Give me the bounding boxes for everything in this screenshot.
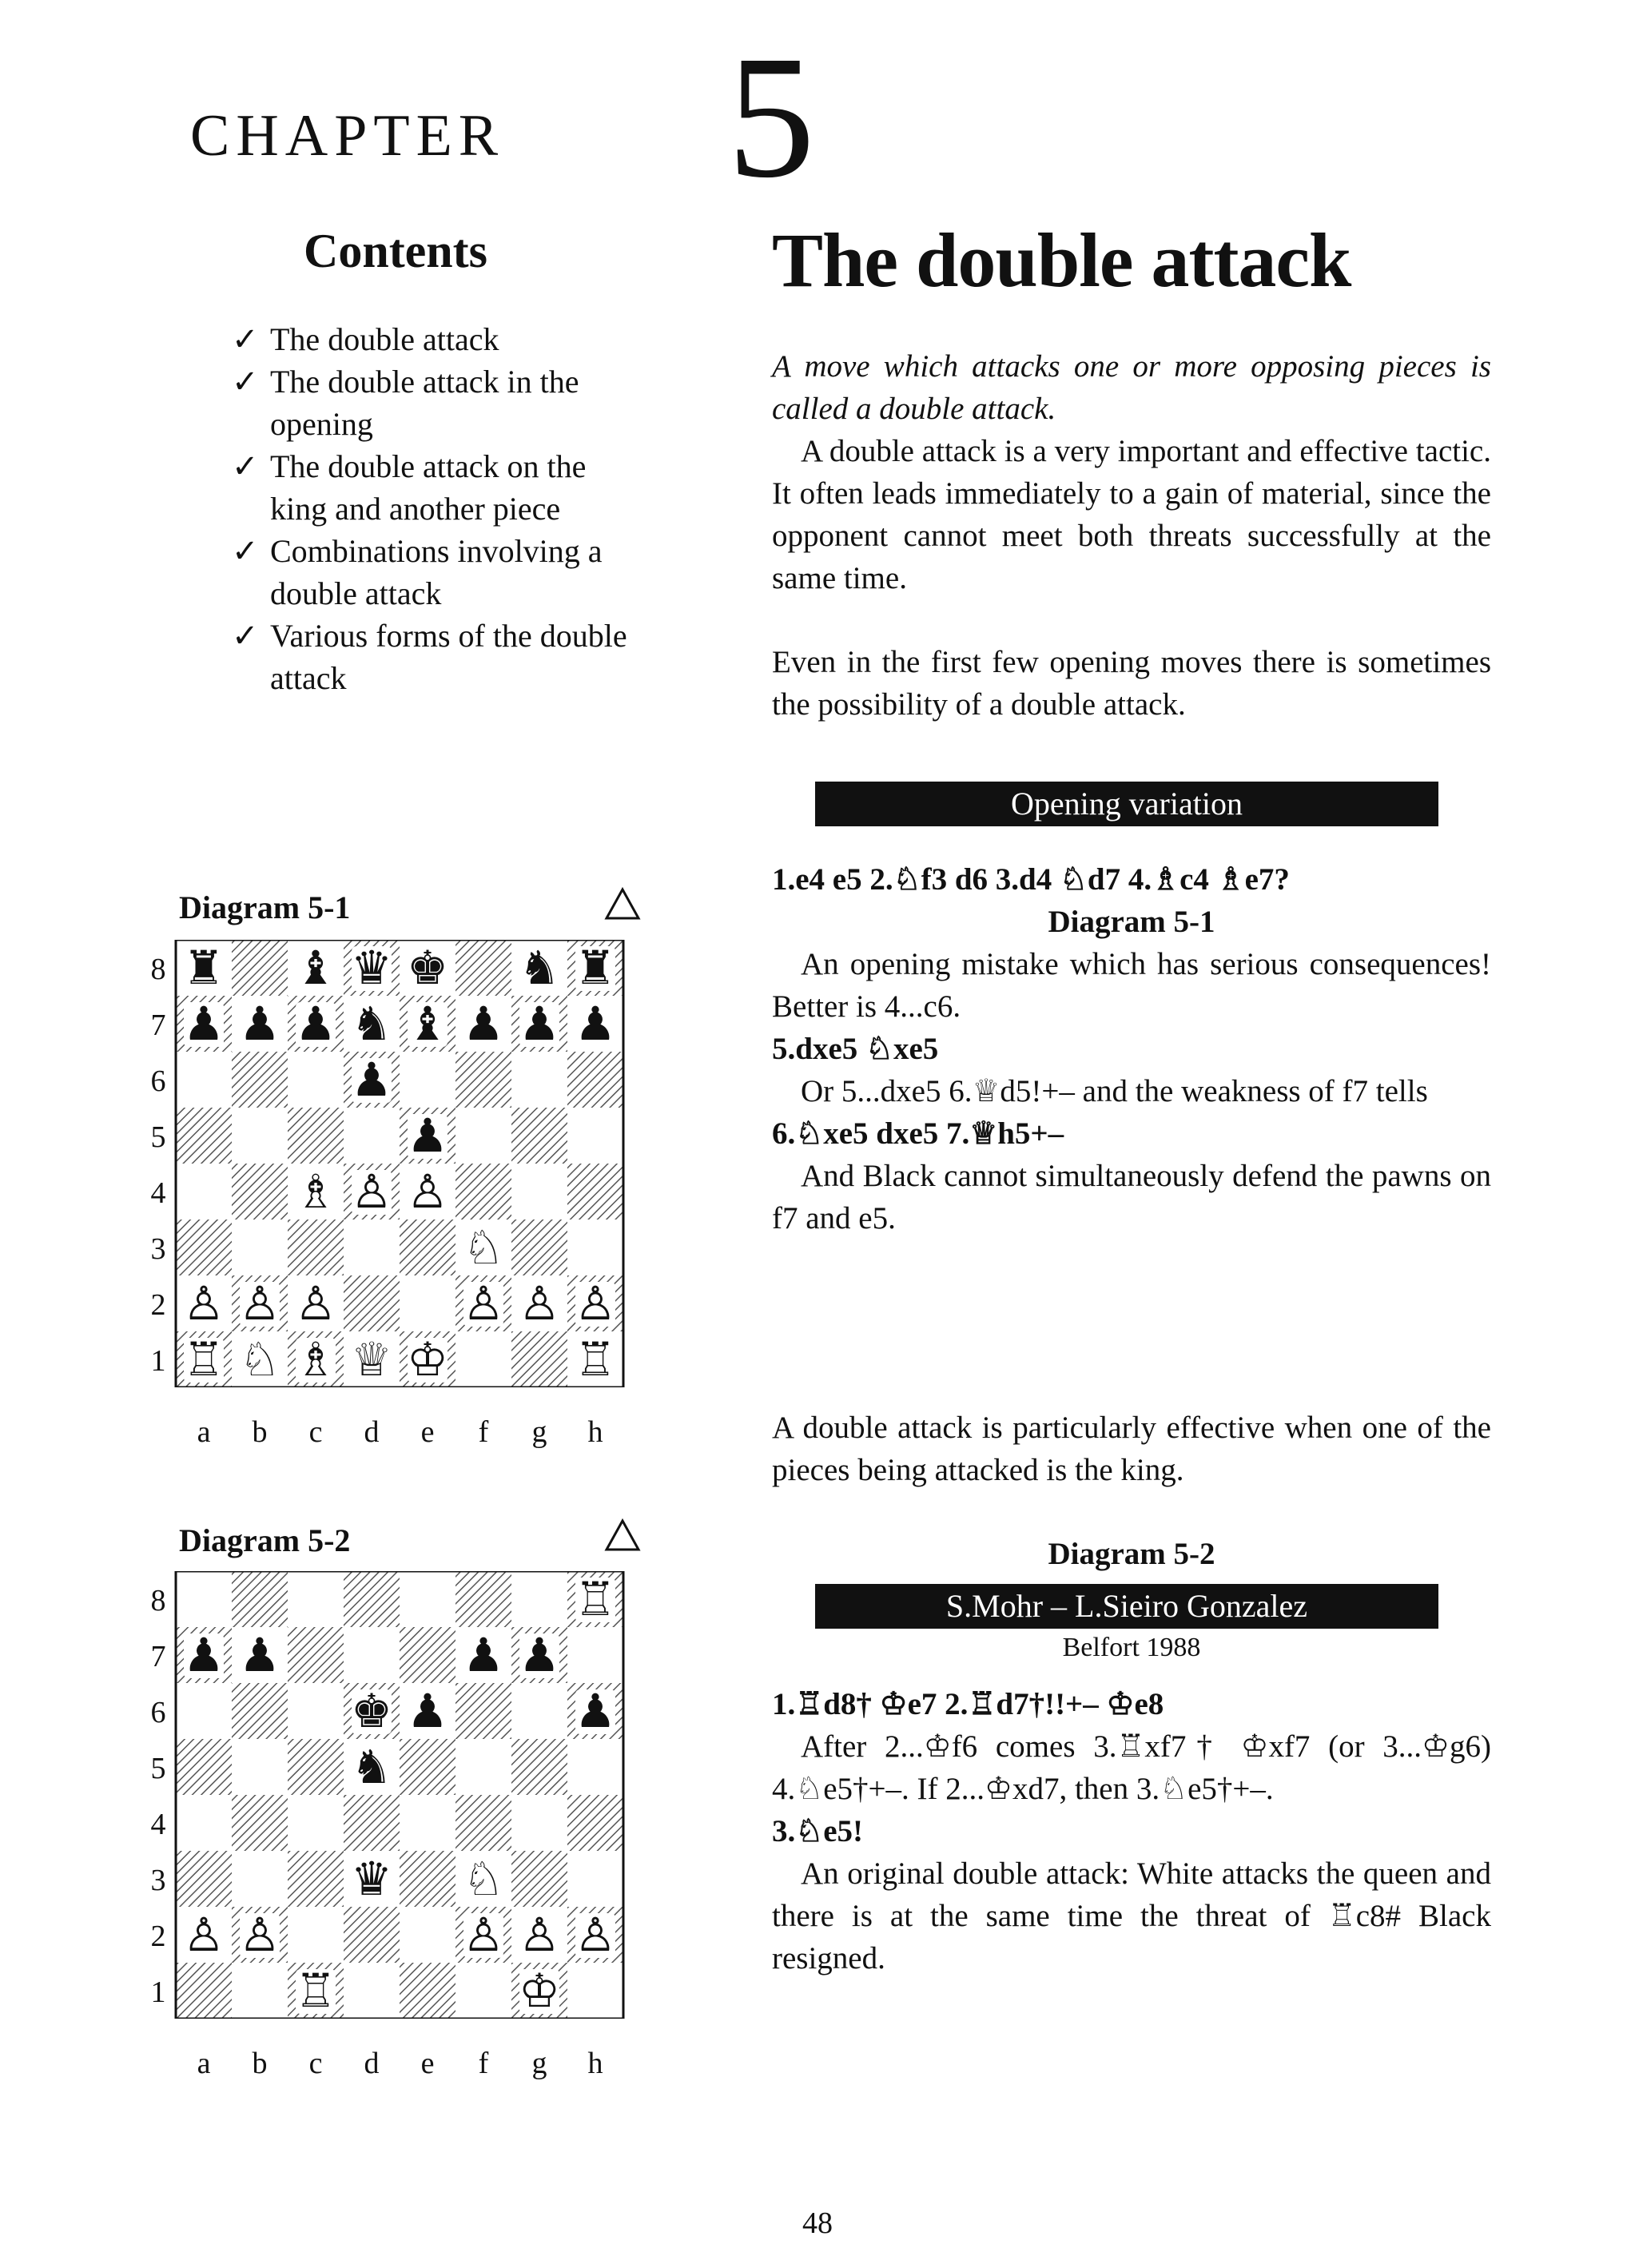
dark-square bbox=[176, 1220, 232, 1275]
file-label: c bbox=[308, 1415, 323, 1449]
check-icon: ✓ bbox=[232, 618, 259, 654]
light-square bbox=[344, 1108, 400, 1164]
dark-square bbox=[232, 940, 288, 996]
light-square bbox=[232, 1851, 288, 1907]
white-pawn-piece: ♙ bbox=[575, 1908, 616, 1962]
dark-square bbox=[455, 1683, 511, 1739]
dark-square bbox=[567, 1795, 623, 1851]
light-square bbox=[344, 1963, 400, 2019]
rank-label: 3 bbox=[150, 1864, 166, 1897]
rank-label: 3 bbox=[150, 1232, 166, 1266]
move-sequence: 6.♘xe5 dxe5 7.♕h5+– bbox=[772, 1116, 1064, 1151]
light-square bbox=[455, 1108, 511, 1164]
check-icon: ✓ bbox=[232, 364, 259, 400]
dark-square bbox=[344, 1275, 400, 1331]
file-label: h bbox=[587, 1415, 603, 1449]
rank-label: 8 bbox=[150, 953, 166, 986]
dark-square bbox=[288, 1627, 344, 1683]
file-label: d bbox=[364, 1415, 380, 1449]
light-square bbox=[567, 1739, 623, 1795]
dark-square bbox=[176, 1739, 232, 1795]
light-square bbox=[400, 1571, 455, 1627]
light-square bbox=[455, 1963, 511, 2019]
light-square bbox=[176, 1052, 232, 1108]
check-icon: ✓ bbox=[232, 448, 259, 484]
light-square bbox=[176, 1571, 232, 1627]
white-pawn-piece: ♙ bbox=[519, 1908, 560, 1962]
dark-square bbox=[511, 1739, 567, 1795]
file-label: e bbox=[420, 1415, 435, 1449]
light-square bbox=[232, 1739, 288, 1795]
black-pawn-piece: ♟ bbox=[407, 1108, 448, 1163]
light-square bbox=[567, 1108, 623, 1164]
white-king-piece: ♔ bbox=[519, 1964, 560, 2018]
check-icon: ✓ bbox=[232, 533, 259, 569]
dark-square bbox=[176, 1108, 232, 1164]
light-square bbox=[511, 1571, 567, 1627]
dark-square bbox=[344, 1571, 400, 1627]
black-rook-piece: ♜ bbox=[183, 941, 225, 995]
annotation: An original double attack: White attacks the queen and there is at the same time the threat of ♖c8# Black resigned. bbox=[772, 1856, 1491, 1976]
opening-variation-banner bbox=[815, 782, 1438, 826]
white-pawn-piece: ♙ bbox=[239, 1908, 280, 1962]
white-rook-piece: ♖ bbox=[575, 1572, 616, 1626]
diagram-label: Diagram 5-2 bbox=[179, 1522, 351, 1558]
dark-square bbox=[232, 1052, 288, 1108]
light-square bbox=[344, 1627, 400, 1683]
white-pawn-piece: ♙ bbox=[519, 1276, 560, 1331]
white-knight-piece: ♘ bbox=[239, 1332, 280, 1387]
black-bishop-piece: ♝ bbox=[295, 941, 336, 995]
file-label: d bbox=[364, 2047, 380, 2080]
white-pawn-piece: ♙ bbox=[463, 1908, 504, 1962]
rank-label: 6 bbox=[150, 1064, 166, 1098]
dark-square bbox=[511, 1220, 567, 1275]
light-square bbox=[288, 1795, 344, 1851]
contents-title: Contents bbox=[304, 225, 488, 277]
light-square bbox=[176, 1683, 232, 1739]
dark-square bbox=[400, 1963, 455, 2019]
paragraph: Even in the first few opening moves there is sometimes the possibility of a double attack. bbox=[772, 645, 1491, 722]
light-square bbox=[511, 1683, 567, 1739]
rank-label: 8 bbox=[150, 1584, 166, 1617]
game-banner bbox=[815, 1584, 1438, 1629]
contents-item bbox=[232, 318, 639, 360]
king-attack-paragraph bbox=[772, 1407, 1491, 1491]
white-pawn-piece: ♙ bbox=[183, 1908, 225, 1962]
dark-square bbox=[176, 1851, 232, 1907]
dark-square bbox=[400, 1739, 455, 1795]
white-to-move-icon bbox=[604, 887, 641, 921]
dark-square bbox=[511, 1851, 567, 1907]
file-label: a bbox=[197, 2047, 211, 2080]
white-pawn-piece: ♙ bbox=[407, 1164, 448, 1219]
black-pawn-piece: ♟ bbox=[295, 997, 336, 1051]
black-pawn-piece: ♟ bbox=[463, 1628, 504, 1682]
white-pawn-piece: ♙ bbox=[239, 1276, 280, 1331]
white-rook-piece: ♖ bbox=[295, 1964, 336, 2018]
black-knight-piece: ♞ bbox=[351, 997, 392, 1051]
annotation: After 2...♔f6 comes 3.♖xf7† ♔xf7 (or 3...♔g6) 4.♘e5†+–. If 2...♔xd7, then 3.♘e5†+–. bbox=[772, 1729, 1491, 1806]
black-queen-piece: ♛ bbox=[351, 941, 392, 995]
banner-label: Opening variation bbox=[815, 782, 1438, 826]
dark-square bbox=[176, 1963, 232, 2019]
black-rook-piece: ♜ bbox=[575, 941, 616, 995]
dark-square bbox=[344, 1795, 400, 1851]
black-queen-piece: ♛ bbox=[351, 1852, 392, 1906]
contents-list bbox=[232, 318, 639, 699]
file-label: e bbox=[420, 2047, 435, 2080]
move-sequence: 5.dxe5 ♘xe5 bbox=[772, 1032, 939, 1066]
light-square bbox=[567, 1963, 623, 2019]
black-bishop-piece: ♝ bbox=[407, 997, 448, 1051]
dark-square bbox=[232, 1571, 288, 1627]
black-pawn-piece: ♟ bbox=[519, 997, 560, 1051]
file-label: b bbox=[252, 1415, 268, 1449]
black-pawn-piece: ♟ bbox=[463, 997, 504, 1051]
rank-label: 4 bbox=[150, 1176, 166, 1210]
contents-item bbox=[232, 445, 639, 530]
black-pawn-piece: ♟ bbox=[351, 1052, 392, 1107]
light-square bbox=[344, 1220, 400, 1275]
light-square bbox=[288, 1683, 344, 1739]
white-pawn-piece: ♙ bbox=[463, 1276, 504, 1331]
contents-item-text: The double attack in the opening bbox=[270, 364, 579, 442]
light-square bbox=[455, 1331, 511, 1387]
black-pawn-piece: ♟ bbox=[407, 1684, 448, 1738]
rank-label: 5 bbox=[150, 1120, 166, 1154]
contents-item-text: Combinations involving a double attack bbox=[270, 533, 603, 611]
black-pawn-piece: ♟ bbox=[239, 1628, 280, 1682]
light-square bbox=[288, 1907, 344, 1963]
paragraph: A double attack is a very important and effective tactic. It often leads immediately to a gain of material, since the opponent cannot meet both threats successfully at the same time. bbox=[772, 434, 1491, 595]
move-sequence: 1.♖d8† ♔e7 2.♖d7†!!+– ♔e8 bbox=[772, 1687, 1164, 1721]
light-square bbox=[176, 1795, 232, 1851]
black-pawn-piece: ♟ bbox=[239, 997, 280, 1051]
dark-square bbox=[288, 1851, 344, 1907]
diagram-label: Diagram 5-1 bbox=[179, 889, 351, 925]
file-label: h bbox=[587, 2047, 603, 2080]
rank-label: 7 bbox=[150, 1640, 166, 1673]
dark-square bbox=[455, 940, 511, 996]
contents-item bbox=[232, 615, 639, 699]
file-label: g bbox=[531, 2047, 547, 2080]
light-square bbox=[400, 1052, 455, 1108]
black-pawn-piece: ♟ bbox=[575, 1684, 616, 1738]
white-rook-piece: ♖ bbox=[183, 1332, 225, 1387]
paragraph: A double attack is particularly effective when one of the pieces being attacked is the king. bbox=[772, 1411, 1491, 1487]
light-square bbox=[511, 1795, 567, 1851]
rank-label: 6 bbox=[150, 1696, 166, 1729]
black-knight-piece: ♞ bbox=[351, 1740, 392, 1794]
light-square bbox=[176, 1164, 232, 1220]
contents-item bbox=[232, 530, 639, 615]
dark-square bbox=[288, 1220, 344, 1275]
dark-square bbox=[232, 1795, 288, 1851]
black-king-piece: ♚ bbox=[407, 941, 448, 995]
dark-square bbox=[288, 1108, 344, 1164]
light-square bbox=[288, 1052, 344, 1108]
dark-square bbox=[288, 1739, 344, 1795]
light-square bbox=[400, 1275, 455, 1331]
rank-label: 1 bbox=[150, 1344, 166, 1378]
chess-board-5-2 bbox=[144, 1571, 655, 2019]
white-rook-piece: ♖ bbox=[575, 1332, 616, 1387]
black-king-piece: ♚ bbox=[351, 1684, 392, 1738]
rank-label: 7 bbox=[150, 1009, 166, 1042]
white-queen-piece: ♕ bbox=[351, 1332, 392, 1387]
intro-definition: A move which attacks one or more opposing pieces is called a double attack. bbox=[772, 349, 1491, 426]
game-text bbox=[772, 1630, 1491, 1980]
dark-square bbox=[232, 1164, 288, 1220]
white-to-move-icon bbox=[604, 1518, 641, 1552]
move-sequence: 3.♘e5! bbox=[772, 1814, 864, 1848]
light-square bbox=[455, 1739, 511, 1795]
light-square bbox=[567, 1220, 623, 1275]
rank-label: 4 bbox=[150, 1808, 166, 1841]
white-pawn-piece: ♙ bbox=[295, 1276, 336, 1331]
white-pawn-piece: ♙ bbox=[575, 1276, 616, 1331]
white-bishop-piece: ♗ bbox=[295, 1332, 336, 1387]
rank-label: 5 bbox=[150, 1752, 166, 1785]
move-sequence: 1.e4 e5 2.♘f3 d6 3.d4 ♘d7 4.♗c4 ♗e7? bbox=[772, 862, 1290, 897]
rank-label: 2 bbox=[150, 1920, 166, 1953]
check-icon: ✓ bbox=[232, 321, 259, 357]
black-pawn-piece: ♟ bbox=[183, 1628, 225, 1682]
event-caption: Belfort 1988 bbox=[1062, 1633, 1201, 1662]
dark-square bbox=[455, 1164, 511, 1220]
light-square bbox=[288, 1571, 344, 1627]
black-pawn-piece: ♟ bbox=[575, 997, 616, 1051]
light-square bbox=[232, 1108, 288, 1164]
light-square bbox=[511, 1052, 567, 1108]
file-label: g bbox=[531, 1415, 547, 1449]
chapter-label: CHAPTER bbox=[190, 103, 505, 169]
annotation: An opening mistake which has serious consequences! Better is 4...c6. bbox=[772, 947, 1491, 1024]
dark-square bbox=[455, 1052, 511, 1108]
opening-variation-text bbox=[772, 858, 1491, 1239]
dark-square bbox=[344, 1907, 400, 1963]
white-bishop-piece: ♗ bbox=[295, 1164, 336, 1219]
light-square bbox=[567, 1627, 623, 1683]
contents-item bbox=[232, 360, 639, 445]
rank-label: 2 bbox=[150, 1288, 166, 1322]
file-label: f bbox=[478, 1415, 489, 1449]
dark-square bbox=[511, 1108, 567, 1164]
light-square bbox=[567, 1851, 623, 1907]
file-label: c bbox=[308, 2047, 323, 2080]
annotation: And Black cannot simultaneously defend the pawns on f7 and e5. bbox=[772, 1159, 1491, 1235]
page-number: 48 bbox=[802, 2206, 833, 2240]
dark-square bbox=[567, 1052, 623, 1108]
diagram-reference: Diagram 5-2 bbox=[1048, 1537, 1215, 1571]
black-pawn-piece: ♟ bbox=[183, 997, 225, 1051]
rank-label: 1 bbox=[150, 1976, 166, 2009]
dark-square bbox=[400, 1851, 455, 1907]
chapter-number: 5 bbox=[727, 19, 815, 214]
intro-section bbox=[772, 345, 1491, 726]
light-square bbox=[400, 1907, 455, 1963]
dark-square bbox=[455, 1795, 511, 1851]
white-knight-piece: ♘ bbox=[463, 1852, 504, 1906]
white-king-piece: ♔ bbox=[407, 1332, 448, 1387]
white-pawn-piece: ♙ bbox=[183, 1276, 225, 1331]
contents-item-text: Various forms of the double attack bbox=[270, 618, 627, 696]
dark-square bbox=[455, 1571, 511, 1627]
contents-item-text: The double attack bbox=[270, 321, 499, 357]
section-title: The double attack bbox=[772, 217, 1351, 303]
white-pawn-piece: ♙ bbox=[351, 1164, 392, 1219]
contents-item-text: The double attack on the king and another piece bbox=[270, 448, 587, 527]
game-section bbox=[772, 1533, 1491, 1575]
file-labels bbox=[144, 1403, 655, 1459]
file-label: f bbox=[478, 2047, 489, 2080]
black-knight-piece: ♞ bbox=[519, 941, 560, 995]
light-square bbox=[511, 1164, 567, 1220]
black-pawn-piece: ♟ bbox=[519, 1628, 560, 1682]
banner-label: S.Mohr – L.Sieiro Gonzalez bbox=[815, 1584, 1438, 1629]
annotation: Or 5...dxe5 6.♕d5!+– and the weakness of f7 tells bbox=[801, 1074, 1428, 1108]
diagram-reference: Diagram 5-1 bbox=[1048, 905, 1215, 939]
file-labels bbox=[144, 2035, 655, 2091]
light-square bbox=[232, 1220, 288, 1275]
light-square bbox=[232, 1963, 288, 2019]
dark-square bbox=[400, 1627, 455, 1683]
dark-square bbox=[567, 1164, 623, 1220]
file-label: b bbox=[252, 2047, 268, 2080]
white-knight-piece: ♘ bbox=[463, 1220, 504, 1275]
light-square bbox=[400, 1795, 455, 1851]
chess-board-5-1 bbox=[144, 940, 655, 1387]
dark-square bbox=[400, 1220, 455, 1275]
dark-square bbox=[511, 1331, 567, 1387]
file-label: a bbox=[197, 1415, 211, 1449]
dark-square bbox=[232, 1683, 288, 1739]
